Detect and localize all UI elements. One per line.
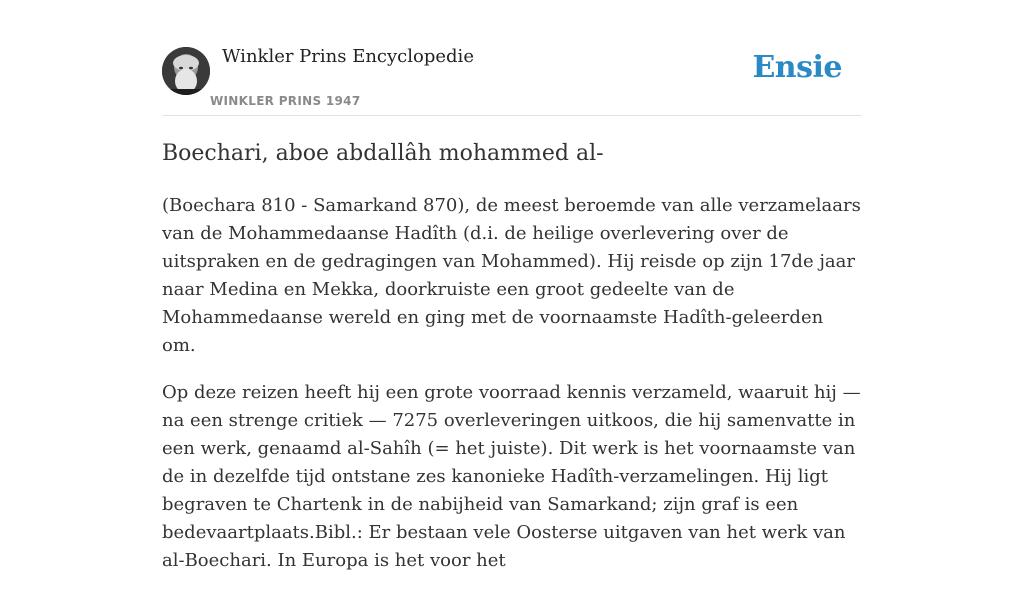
article-body: [162, 192, 862, 594]
article-paragraph: (Boechara 810 - Samarkand 870), de meest beroemde van alle verzamelaars van de Mohammedaanse Hadîth (d.i. de heilige overlevering over de uitspraken en de gedragingen van Mohammed). Hij reisde op zijn 17de jaar naar Medina en Mekka, doorkruiste een groot gedeelte van de Mohammedaanse wereld en ging met de voornaamste Hadîth-geleerden om.: [162, 195, 861, 356]
portrait-avatar-icon[interactable]: [162, 47, 210, 95]
article-paragraph: Op deze reizen heeft hij een grote voorraad kennis verzameld, waaruit hij — na een strenge critiek — 7275 overleveringen uitkoos, die hij samenvatte in een werk, genaamd al-Sahîh (= het juiste). Dit werk is het voornaamste van de in dezelfde tijd ontstane zes kanonieke Hadîth-verzamelingen. Hij ligt begraven te Chartenk in de nabijheid van Samarkand; zijn graf is een bedevaartplaats.Bibl.: Er bestaan vele Oosterse uitgaven van het werk van al-Boechari. In Europa is het voor het: [162, 382, 861, 571]
brand-logo[interactable]: Ensie: [752, 50, 842, 85]
page-container: [162, 0, 862, 571]
source-subtitle: WINKLER PRINS 1947: [210, 94, 361, 108]
source-header: [162, 0, 862, 116]
source-name-link[interactable]: Winkler Prins Encyclopedie: [222, 46, 474, 67]
portrait-svg: [162, 47, 210, 95]
article-title: Boechari, aboe abdallâh mohammed al-: [162, 141, 604, 166]
